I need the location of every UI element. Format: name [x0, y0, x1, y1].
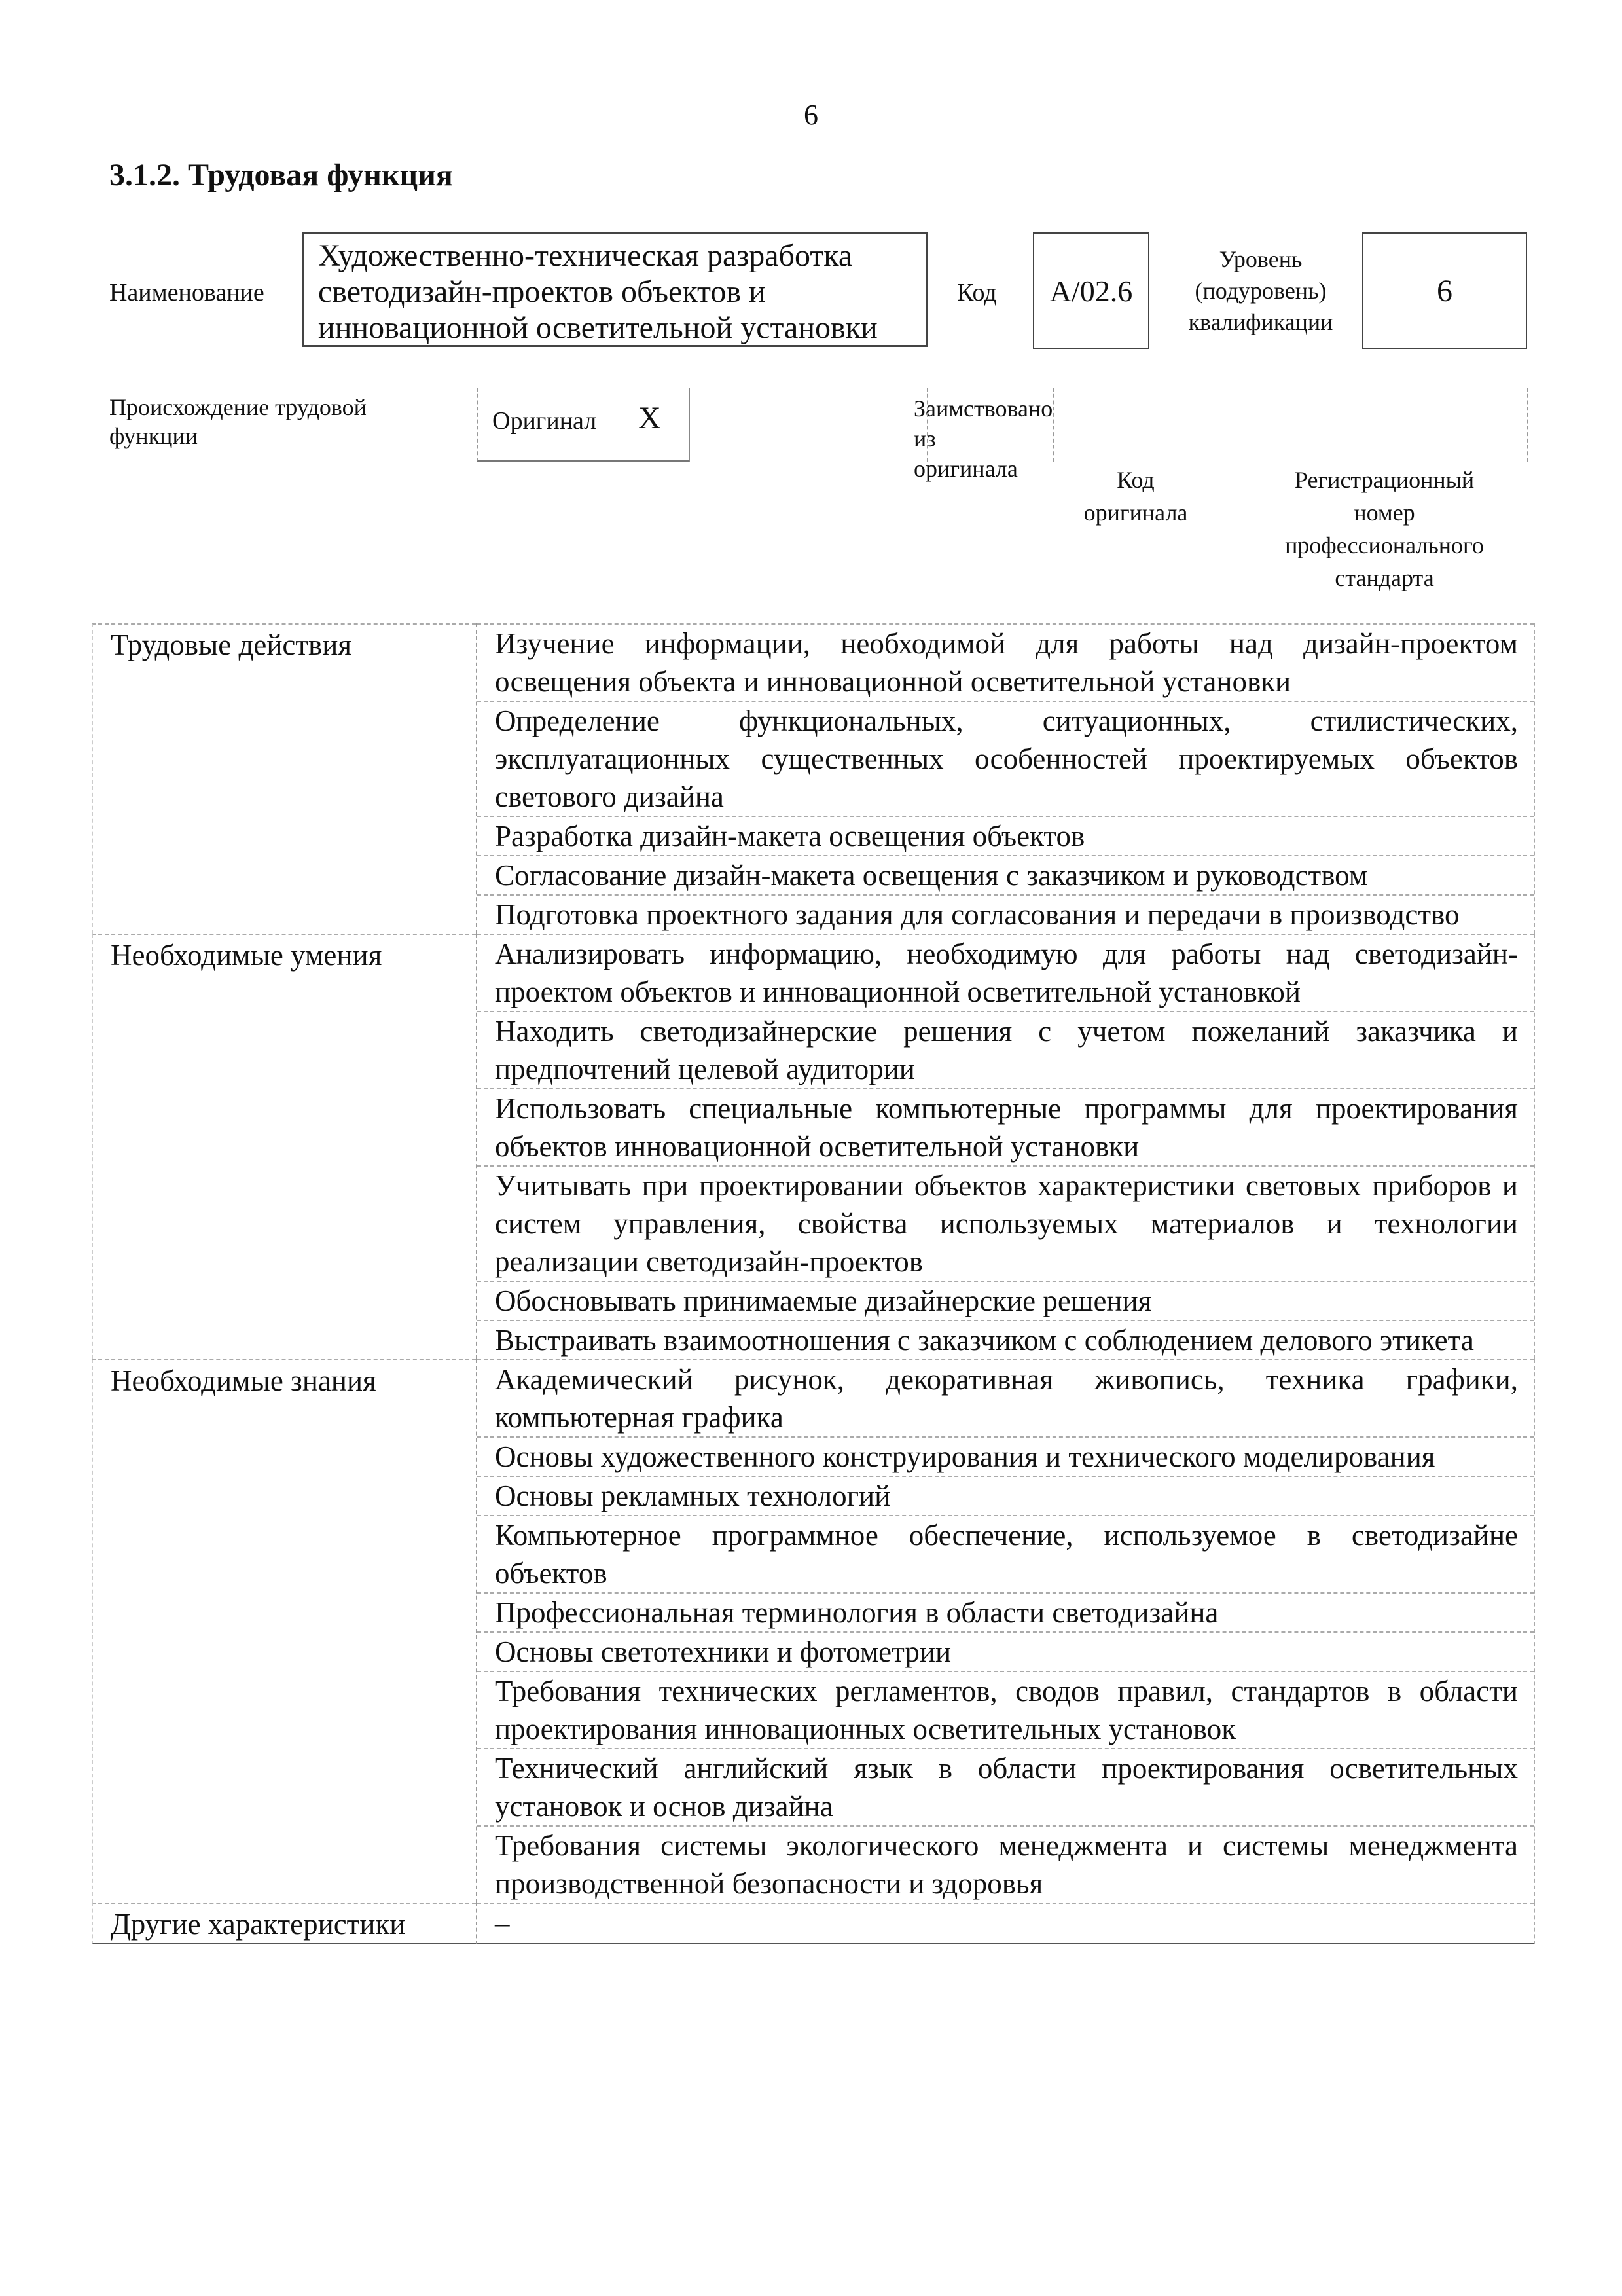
- section-label: Трудовые действия: [92, 623, 476, 934]
- name-value-line: Художественно-техническая разработка: [318, 238, 853, 273]
- section-label: Необходимые знания: [92, 1359, 476, 1903]
- page-number: 6: [804, 99, 818, 131]
- borrowed-label-line: оригинала: [914, 456, 1018, 482]
- section-required-knowledge: [92, 1359, 1535, 1903]
- reg-caption: [1244, 464, 1525, 594]
- section-labor-actions: [92, 623, 1535, 934]
- reg-caption-line: номер: [1354, 500, 1415, 526]
- origin-label: [109, 393, 367, 450]
- level-label-line: Уровень: [1219, 246, 1303, 272]
- name-value-line: инновационной осветительной установки: [318, 310, 878, 345]
- name-value-line: светодизайн-проектов объектов и: [318, 274, 766, 309]
- level-label-line: квалификации: [1188, 309, 1333, 335]
- section-items: [476, 934, 1535, 1359]
- table-row: Требования системы экологического менеджмента и системы менеджмента производственной безопасности и здоровья: [477, 1825, 1534, 1903]
- table-row: Изучение информации, необходимой для работы над дизайн-проектом освещения объекта и инновационной осветительной установки: [477, 623, 1534, 701]
- table-row: Подготовка проектного задания для согласования и передачи в производство: [477, 894, 1534, 934]
- table-row: Академический рисунок, декоративная живопись, техника графики, компьютерная графика: [477, 1359, 1534, 1436]
- borrowed-label-line: Заимствовано из: [914, 395, 1053, 452]
- section-other-characteristics: [92, 1903, 1535, 1944]
- origin-label-line: Происхождение трудовой: [109, 394, 367, 420]
- section-items: [476, 1359, 1535, 1903]
- reg-caption-line: стандарта: [1335, 565, 1434, 591]
- level-label: [1162, 244, 1359, 338]
- section-required-skills: [92, 934, 1535, 1359]
- reg-caption-line: профессионального: [1285, 532, 1484, 558]
- borrowed-cell: [689, 388, 1053, 482]
- name-value-box: [302, 232, 928, 347]
- table-row: Обосновывать принимаемые дизайнерские решения: [477, 1281, 1534, 1320]
- table-row: Разработка дизайн-макета освещения объектов: [477, 816, 1534, 855]
- table-row: Требования технических регламентов, сводов правил, стандартов в области проектирования инновационных осветительных установок: [477, 1671, 1534, 1748]
- section-label: Необходимые умения: [92, 934, 476, 1359]
- table-row: Находить светодизайнерские решения с учетом пожеланий заказчика и предпочтений целевой аудитории: [477, 1011, 1534, 1088]
- level-value: 6: [1362, 232, 1527, 349]
- table-row: Технический английский язык в области проектирования осветительных установок и основ дизайна: [477, 1748, 1534, 1825]
- code-caption-line: Код: [1117, 467, 1155, 493]
- level-label-line: (подуровень): [1195, 278, 1327, 304]
- table-row: Определение функциональных, ситуационных, стилистических, эксплуатационных существенных особенностей проектируемых объектов светового дизайна: [477, 701, 1534, 816]
- table-row: Профессиональная терминология в области светодизайна: [477, 1592, 1534, 1631]
- table-row: Основы рекламных технологий: [477, 1476, 1534, 1515]
- table-row: Основы художественного конструирования и технического моделирования: [477, 1436, 1534, 1476]
- function-table: [92, 623, 1535, 1944]
- table-row: Согласование дизайн-макета освещения с заказчиком и руководством: [477, 855, 1534, 894]
- original-code-cell: [927, 388, 1053, 462]
- section-items: [476, 623, 1535, 934]
- reg-caption-line: Регистрационный: [1294, 467, 1475, 493]
- section-items: [476, 1903, 1535, 1944]
- code-caption-line: оригинала: [1083, 500, 1188, 526]
- table-row: Компьютерное программное обеспечение, используемое в светодизайне объектов: [477, 1515, 1534, 1592]
- code-caption: [1051, 464, 1221, 529]
- table-row: Выстраивать взаимоотношения с заказчиком с соблюдением делового этикета: [477, 1320, 1534, 1359]
- code-value: А/02.6: [1033, 232, 1149, 349]
- section-title: 3.1.2. Трудовая функция: [109, 158, 453, 192]
- table-row: –: [477, 1903, 1534, 1942]
- table-row: Основы светотехники и фотометрии: [477, 1631, 1534, 1671]
- original-label: Оригинал: [492, 407, 597, 435]
- origin-label-line: функции: [109, 423, 198, 449]
- original-cell: [477, 388, 689, 462]
- code-label: Код: [957, 279, 997, 306]
- reg-number-cell: [1053, 388, 1528, 462]
- section-label: Другие характеристики: [92, 1903, 476, 1944]
- name-label: Наименование: [109, 279, 264, 306]
- table-row: Использовать специальные компьютерные программы для проектирования объектов инновационной осветительной установки: [477, 1088, 1534, 1165]
- table-row: Анализировать информацию, необходимую для работы над светодизайн-проектом объектов и инновационной осветительной установкой: [477, 934, 1534, 1011]
- original-mark: Х: [638, 401, 661, 435]
- table-row: Учитывать при проектировании объектов характеристики световых приборов и систем управления, свойства используемых материалов и технологии реализации светодизайн-проектов: [477, 1165, 1534, 1281]
